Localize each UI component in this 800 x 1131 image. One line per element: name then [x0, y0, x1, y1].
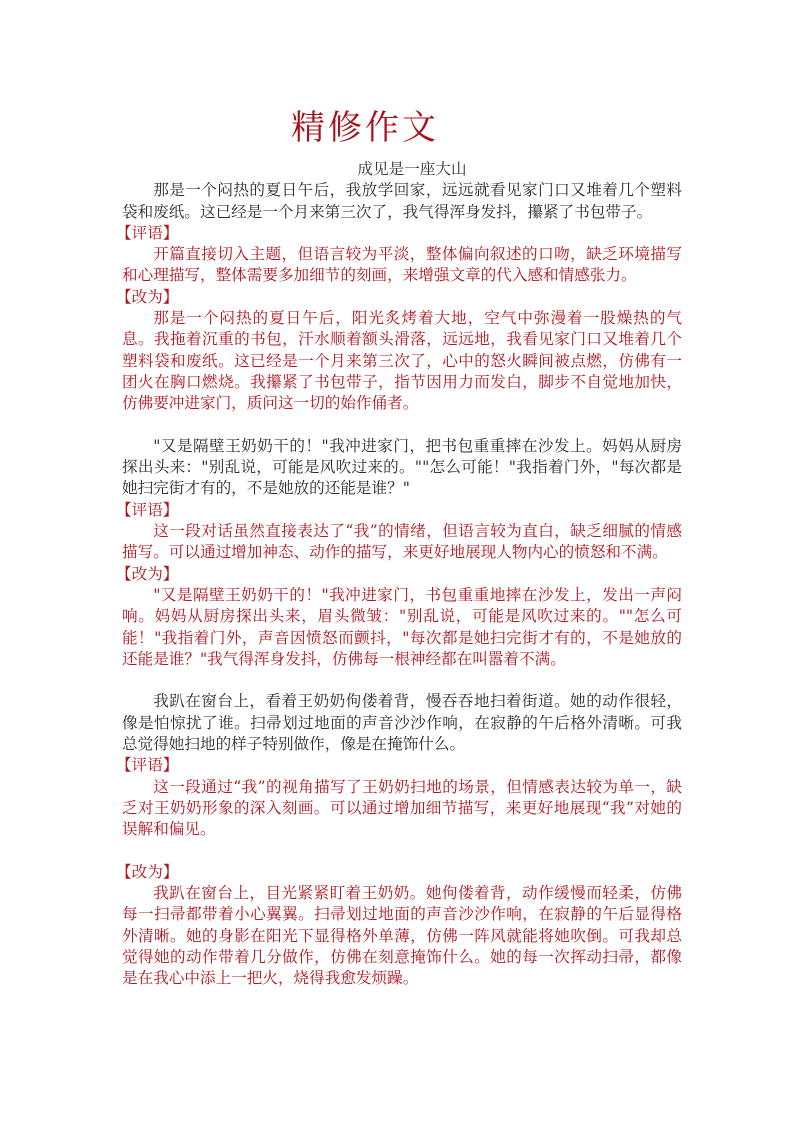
revision-label: 【改为】	[116, 564, 179, 583]
essay-title: 成见是一座大山	[357, 160, 467, 178]
essay-section-1	[116, 180, 682, 414]
essay-section-2	[116, 436, 682, 670]
revision-paragraph: "又是隔壁王奶奶干的！"我冲进家门，书包重重地摔在沙发上，发出一声闷响。妈妈从厨房探出头来，眉头微皱："别乱说，可能是风吹过来的。""怎么可能！"我指着门外，声音因愤怒而颤抖，"每次都是她扫完街才有的，不是她放的还能是谁？"我气得浑身发抖，仿佛每一根神经都在叫嚣着不满。	[122, 585, 682, 668]
comment-label: 【评语】	[116, 223, 179, 242]
comment-paragraph: 这一段通过“我”的视角描写了王奶奶扫地的场景，但情感表达较为单一，缺乏对王奶奶形象的深入刻画。可以通过增加细节描写，来更好地展现“我”对她的误解和偏见。	[122, 777, 682, 839]
spacer	[122, 670, 682, 691]
page-title: 精修作文	[291, 108, 439, 148]
comment-paragraph: 这一段对话虽然直接表达了“我”的情绪，但语言较为直白，缺乏细腻的情感描写。可以通过增加神态、动作的描写，来更好地展现人物内心的愤怒和不满。	[122, 522, 682, 562]
original-paragraph: "又是隔壁王奶奶干的！"我冲进家门，把书包重重摔在沙发上。妈妈从厨房探出头来："别乱说，可能是风吹过来的。""怎么可能！"我指着门外，"每次都是她扫完街才有的，不是她放的还能是谁？"	[122, 436, 682, 498]
revision-paragraph: 我趴在窗台上，目光紧紧盯着王奶奶。她佝偻着背，动作缓慢而轻柔，仿佛每一扫帚都带着小心翼翼。扫帚划过地面的声音沙沙作响，在寂静的午后显得格外清晰。她的身影在阳光下显得格外单薄，仿佛一阵风就能将她吹倒。可我却总觉得她的动作带着几分做作，仿佛在刻意掩饰什么。她的每一次挥动扫帚，都像是在我心中添上一把火，烧得我愈发烦躁。	[122, 884, 682, 988]
comment-label: 【评语】	[116, 756, 179, 775]
revision-paragraph: 那是一个闷热的夏日午后，阳光炙烤着大地，空气中弥漫着一股燥热的气息。我拖着沉重的书包，汗水顺着额头滑落，远远地，我看见家门口又堆着几个塑料袋和废纸。这已经是一个月来第三次了，心中的怒火瞬间被点燃，仿佛有一团火在胸口燃烧。我攥紧了书包带子，指节因用力而发白，脚步不自觉地加快，仿佛要冲进家门，质问这一切的始作俑者。	[122, 309, 682, 413]
original-paragraph: 那是一个闷热的夏日午后，我放学回家，远远就看见家门口又堆着几个塑料袋和废纸。这已经是一个月来第三次了，我气得浑身发抖，攥紧了书包带子。	[122, 181, 682, 221]
spacer	[122, 415, 682, 436]
essay-section-3	[116, 691, 682, 989]
original-paragraph: 我趴在窗台上，看着王奶奶佝偻着背，慢吞吞地扫着街道。她的动作很轻，像是怕惊扰了谁。扫帚划过地面的声音沙沙作响，在寂静的午后格外清晰。可我总觉得她扫地的样子特别做作，像是在掩饰什么。	[122, 692, 682, 754]
comment-label: 【评语】	[116, 500, 179, 519]
revision-label: 【改为】	[116, 862, 179, 881]
revision-label: 【改为】	[116, 287, 179, 306]
spacer	[122, 841, 682, 862]
comment-paragraph: 开篇直接切入主题，但语言较为平淡，整体偏向叙述的口吻，缺乏环境描写和心理描写，整体需要多加细节的刻画，来增强文章的代入感和情感张力。	[122, 245, 682, 285]
essay-body	[116, 159, 682, 990]
